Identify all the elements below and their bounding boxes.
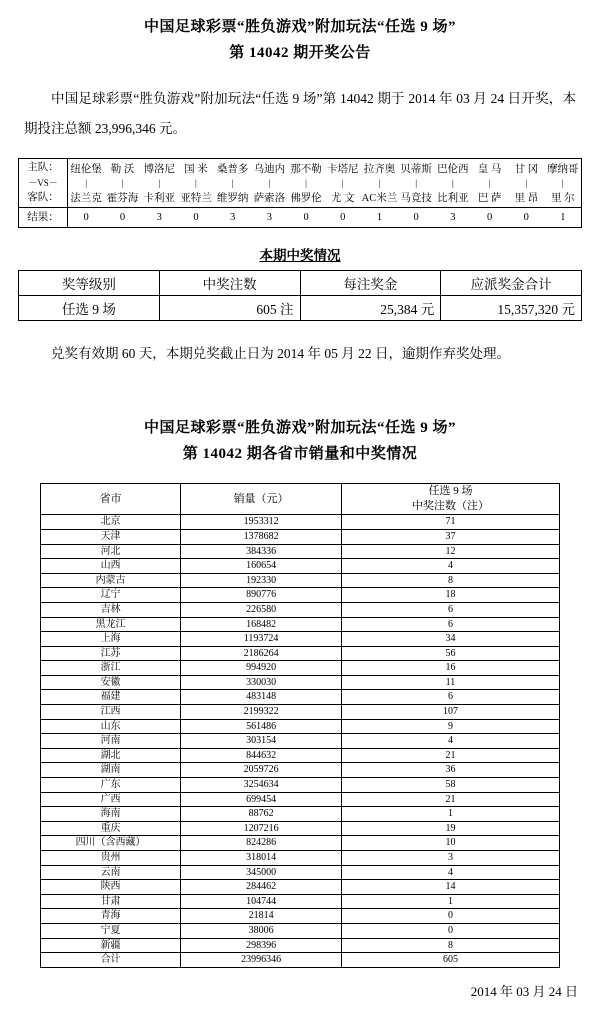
table-row — [41, 836, 560, 851]
province-sales: 699454 — [181, 792, 342, 807]
table-row — [19, 296, 582, 321]
vs-mark: | — [85, 178, 87, 189]
province-sales: 994920 — [181, 661, 342, 676]
away-team: 法兰克 — [70, 193, 102, 205]
vs-mark: | — [121, 178, 124, 189]
vs-mark: | — [488, 178, 491, 189]
home-team: 甘 冈 — [514, 164, 539, 175]
province-name: 山西 — [41, 559, 181, 574]
match-result: 0 — [68, 208, 105, 228]
column-header-province: 省市 — [41, 484, 181, 515]
province-winners: 8 — [342, 573, 560, 588]
province-sales: 1207216 — [181, 821, 342, 836]
home-team: 巴伦西 — [437, 164, 469, 175]
home-team: 乌迪内 — [253, 164, 286, 175]
match-result: 0 — [471, 208, 508, 228]
province-winners: 36 — [342, 763, 560, 778]
province-name: 重庆 — [41, 821, 181, 836]
province-sales: 298396 — [181, 938, 342, 953]
column-header-total: 应派奖金合计 — [441, 271, 582, 296]
home-team: 博洛尼 — [143, 164, 175, 175]
table-row — [41, 909, 560, 924]
row-label-away: 客队： — [19, 188, 68, 208]
home-team: 贝蒂斯 — [400, 164, 432, 175]
province-sales: 345000 — [181, 865, 342, 880]
province-sales: 160654 — [181, 559, 342, 574]
table-row — [41, 675, 560, 690]
province-sales: 2059726 — [181, 763, 342, 778]
province-winners: 11 — [342, 675, 560, 690]
doc1-intro-paragraph: 中国足球彩票“胜负游戏”附加玩法“任选 9 场”第 14042 期于 2014 年 03 月 24 日开奖，本期投注总额 23,996,346 元。 — [24, 91, 576, 136]
table-header-row — [19, 271, 582, 296]
table-row — [41, 515, 560, 530]
away-team: 里 尔 — [551, 193, 575, 205]
province-sales: 1378682 — [181, 529, 342, 544]
home-team: 卡塔尼 — [327, 164, 359, 175]
doc1-notice-paragraph: 兑奖有效期 60 天，本期兑奖截止日为 2014 年 05 月 22 日，逾期作弃奖处理。 — [51, 346, 510, 362]
prize-summary-table — [18, 270, 582, 321]
province-sales: 483148 — [181, 690, 342, 705]
province-table-wrapper — [18, 483, 582, 967]
away-team: 比利亚 — [437, 193, 469, 205]
home-team: 那不勒 — [290, 164, 322, 175]
province-winners: 6 — [342, 690, 560, 705]
match-result: 3 — [251, 208, 288, 228]
away-team: 尤 文 — [330, 193, 355, 205]
table-row-total — [41, 953, 560, 968]
province-name: 湖南 — [41, 763, 181, 778]
table-row — [41, 544, 560, 559]
province-name: 贵州 — [41, 851, 181, 866]
table-row — [41, 880, 560, 895]
table-row — [41, 938, 560, 953]
table-row — [41, 719, 560, 734]
prize-total: 15,357,320 元 — [441, 296, 582, 321]
province-sales: 2199322 — [181, 705, 342, 720]
away-team: 维罗纳 — [216, 193, 249, 205]
match-result: 0 — [104, 208, 141, 228]
province-name: 吉林 — [41, 602, 181, 617]
table-row — [41, 763, 560, 778]
column-header-winners-line1: 任选 9 场 — [428, 485, 473, 498]
province-winners: 3 — [342, 851, 560, 866]
away-team: AC米兰 — [361, 193, 398, 205]
table-row — [41, 865, 560, 880]
doc1-title-line-2: 第 14042 期开奖公告 — [229, 45, 371, 61]
province-name: 江西 — [41, 705, 181, 720]
table-row — [41, 646, 560, 661]
vs-mark: | — [451, 178, 454, 189]
province-winners: 10 — [342, 836, 560, 851]
province-name: 福建 — [41, 690, 181, 705]
province-name: 上海 — [41, 632, 181, 647]
doc2-title-line-1: 中国足球彩票“胜负游戏”附加玩法“任选 9 场” — [143, 420, 456, 437]
province-winners: 0 — [342, 909, 560, 924]
doc1-title-block — [18, 14, 582, 66]
province-name: 广东 — [41, 778, 181, 793]
away-team: 亚特兰 — [180, 193, 212, 205]
footer-date: 2014 年 03 月 24 日 — [470, 984, 578, 999]
home-team: 拉齐奥 — [363, 164, 396, 175]
table-row — [41, 778, 560, 793]
away-team: 萨索洛 — [253, 193, 286, 205]
province-sales: 384336 — [181, 544, 342, 559]
doc1-title-line-1: 中国足球彩票“胜负游戏”附加玩法“任选 9 场” — [143, 19, 456, 35]
announcement-page — [0, 14, 600, 1014]
table-row — [41, 573, 560, 588]
table-row — [41, 851, 560, 866]
province-sales: 88762 — [181, 807, 342, 822]
vs-mark: | — [231, 178, 234, 189]
province-sales: 1953312 — [181, 515, 342, 530]
table-row — [41, 617, 560, 632]
table-row — [41, 602, 560, 617]
province-name: 山东 — [41, 719, 181, 734]
province-sales: 2186264 — [181, 646, 342, 661]
table-row — [41, 821, 560, 836]
home-team: 勒 沃 — [110, 164, 135, 175]
province-sales: 284462 — [181, 880, 342, 895]
table-row — [41, 588, 560, 603]
province-sales: 226580 — [181, 602, 342, 617]
province-name: 海南 — [41, 807, 181, 822]
table-row — [41, 529, 560, 544]
province-name: 广西 — [41, 792, 181, 807]
province-winners: 6 — [342, 617, 560, 632]
row-label-result: 结果： — [19, 208, 68, 228]
province-winners: 19 — [342, 821, 560, 836]
province-name: 宁夏 — [41, 923, 181, 938]
province-name: 黑龙江 — [41, 617, 181, 632]
province-winners: 4 — [342, 559, 560, 574]
vs-mark: | — [195, 178, 197, 189]
table-row — [41, 661, 560, 676]
match-result: 0 — [398, 208, 435, 228]
province-winners: 37 — [342, 529, 560, 544]
province-winners: 56 — [342, 646, 560, 661]
province-winners: 58 — [342, 778, 560, 793]
vs-mark: | — [525, 178, 528, 189]
province-name: 内蒙古 — [41, 573, 181, 588]
province-name: 北京 — [41, 515, 181, 530]
province-winners: 4 — [342, 865, 560, 880]
prize-level: 任选 9 场 — [19, 296, 160, 321]
province-name: 四川（含西藏） — [41, 836, 181, 851]
vs-mark: | — [341, 178, 344, 189]
away-team: 佛罗伦 — [290, 193, 322, 205]
province-sales: 303154 — [181, 734, 342, 749]
province-sales-table — [40, 483, 560, 967]
table-row — [41, 807, 560, 822]
match-result-table — [18, 158, 582, 228]
province-sales: 824286 — [181, 836, 342, 851]
match-result: 0 — [508, 208, 545, 228]
province-winners: 0 — [342, 923, 560, 938]
table-header-row — [41, 484, 560, 515]
province-sales: 104744 — [181, 894, 342, 909]
home-team: 纽伦堡 — [70, 164, 102, 175]
province-sales: 3254634 — [181, 778, 342, 793]
province-winners: 14 — [342, 880, 560, 895]
vs-mark: | — [158, 178, 161, 189]
table-row — [41, 894, 560, 909]
column-header-winners — [342, 484, 560, 515]
province-name: 新疆 — [41, 938, 181, 953]
match-result: 1 — [545, 208, 582, 228]
province-winners: 18 — [342, 588, 560, 603]
province-name: 浙江 — [41, 661, 181, 676]
province-name: 陕西 — [41, 880, 181, 895]
column-header-winners-line2: 中奖注数（注） — [412, 500, 489, 513]
province-sales: 192330 — [181, 573, 342, 588]
away-team: 巴 萨 — [477, 193, 502, 205]
match-result: 3 — [214, 208, 251, 228]
home-team: 皇 马 — [477, 164, 502, 175]
total-label: 合计 — [41, 953, 181, 968]
province-name: 青海 — [41, 909, 181, 924]
column-header-sales: 销量（元） — [181, 484, 342, 515]
province-sales: 38006 — [181, 923, 342, 938]
total-sales: 23996346 — [181, 953, 342, 968]
match-result: 0 — [178, 208, 215, 228]
prize-section-title: 本期中奖情况 — [259, 248, 341, 264]
province-name: 云南 — [41, 865, 181, 880]
prize-per-bet: 25,384 元 — [300, 296, 441, 321]
province-name: 辽宁 — [41, 588, 181, 603]
total-winners: 605 — [342, 953, 560, 968]
province-winners: 12 — [342, 544, 560, 559]
table-row — [41, 632, 560, 647]
row-label-home: 主队： — [19, 159, 68, 179]
province-winners: 6 — [342, 602, 560, 617]
province-table-body — [41, 515, 560, 967]
table-row-result — [19, 208, 582, 228]
province-sales: 168482 — [181, 617, 342, 632]
province-sales: 1193724 — [181, 632, 342, 647]
table-row-away — [19, 188, 582, 208]
province-name: 天津 — [41, 529, 181, 544]
match-result: 3 — [435, 208, 472, 228]
province-name: 江苏 — [41, 646, 181, 661]
table-row — [41, 748, 560, 763]
province-name: 安徽 — [41, 675, 181, 690]
home-team: 摩纳哥 — [547, 164, 579, 175]
row-label-vs: －VS－ — [19, 178, 68, 188]
doc2-title-line-2: 第 14042 期各省市销量和中奖情况 — [182, 446, 418, 463]
home-team: 国 米 — [184, 164, 208, 175]
province-name: 河南 — [41, 734, 181, 749]
match-result: 3 — [141, 208, 178, 228]
table-row-home — [19, 159, 582, 179]
prize-count: 605 注 — [159, 296, 300, 321]
table-row — [41, 734, 560, 749]
province-sales: 318014 — [181, 851, 342, 866]
province-winners: 8 — [342, 938, 560, 953]
province-sales: 330030 — [181, 675, 342, 690]
province-sales: 890776 — [181, 588, 342, 603]
vs-mark: | — [378, 178, 381, 189]
province-winners: 107 — [342, 705, 560, 720]
match-result: 0 — [324, 208, 361, 228]
province-winners: 9 — [342, 719, 560, 734]
province-winners: 34 — [342, 632, 560, 647]
vs-mark: | — [268, 178, 271, 189]
away-team: 马竞技 — [400, 193, 432, 205]
table-row — [41, 559, 560, 574]
table-row-vs — [19, 178, 582, 188]
home-team: 桑普多 — [216, 164, 249, 175]
match-result: 1 — [361, 208, 398, 228]
province-name: 河北 — [41, 544, 181, 559]
province-winners: 1 — [342, 894, 560, 909]
column-header-count: 中奖注数 — [159, 271, 300, 296]
province-winners: 21 — [342, 792, 560, 807]
table-row — [41, 923, 560, 938]
province-winners: 4 — [342, 734, 560, 749]
vs-mark: | — [305, 178, 307, 189]
vs-mark: | — [415, 178, 418, 189]
province-winners: 71 — [342, 515, 560, 530]
province-name: 湖北 — [41, 748, 181, 763]
province-sales: 561486 — [181, 719, 342, 734]
table-row — [41, 705, 560, 720]
table-row — [41, 792, 560, 807]
province-winners: 21 — [342, 748, 560, 763]
away-team: 霍芬海 — [106, 193, 139, 205]
province-name: 甘肃 — [41, 894, 181, 909]
province-sales: 21814 — [181, 909, 342, 924]
match-result: 0 — [288, 208, 325, 228]
province-winners: 1 — [342, 807, 560, 822]
province-winners: 16 — [342, 661, 560, 676]
away-team: 里 昂 — [514, 193, 539, 205]
away-team: 卡利亚 — [143, 193, 175, 205]
column-header-level: 奖等级别 — [19, 271, 160, 296]
table-row — [41, 690, 560, 705]
doc2-title-block — [18, 415, 582, 467]
column-header-per-bet: 每注奖金 — [300, 271, 441, 296]
vs-mark: | — [561, 178, 564, 189]
province-sales: 844632 — [181, 748, 342, 763]
